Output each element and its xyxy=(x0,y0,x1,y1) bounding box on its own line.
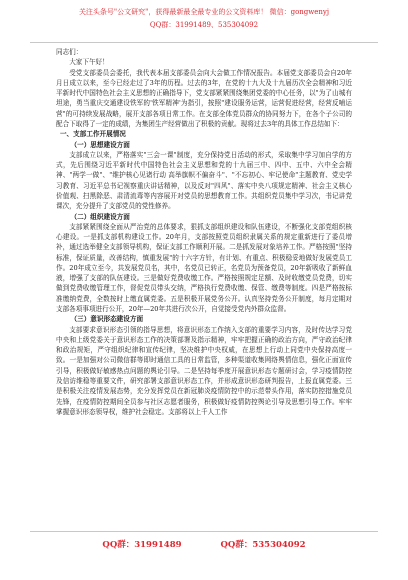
footer-qq-2: QQ群：535304092 xyxy=(220,540,306,550)
header-divider xyxy=(30,42,378,43)
paragraph: 支部紧紧围绕全面从严治党的总体要求，狠抓支部组织建设和队伍建设，不断强化支部党组织核心建设。一是抓支部机构建设工作。20年月，支部按照党员组织隶属关系的规定重新进行了委员增补，通过选举健全支部领导机构，保证支部工作顺利开展。二是抓发展对象培养工作。严格按照"坚持标准，保证质量，改善结构，慎重发展"的十六字方针，有计划、有重点、积极稳妥地做好发展党员工作。20年成立至今，共发展党员名，其中，名党员已转正，名党员为预备党员，20年新吸收了新鲜血液，增强了支部的队伍建设。三是做好党费收缴工作。严格按照规定足额、及时收缴党员党费，切实做到党费收缴管理工作，督促党员带头交纳，严格执行党费收缴、保管、缴费等制度。四是严格按标准缴纳党费，全数按时上缴直属党委。五是积极开展党务公开。认真坚持党务公开制度，每月定期对支部各项事项进行公开，20年—20年共进行次公开，自觉接受党内外群众监督。 xyxy=(56,222,352,314)
header-banner xyxy=(30,8,378,38)
paragraph: 同志们： xyxy=(56,48,83,56)
section-heading: （一）思想建设方面 xyxy=(70,140,130,149)
paragraph: 大家下午好！ xyxy=(69,58,109,67)
footer-divider xyxy=(30,531,378,532)
footer-qq-1: QQ群：31991489 xyxy=(102,540,182,550)
paragraph: 支部成立以来，严格落实"三会一课"制度，充分保持党日活动的形式，采取集中学习加自学的方式，先后围绕习近平新时代中国特色社会主义思想和党的十九届三中、四中、五中、六中全会精神、"两学一做"、"维护核心见诸行动 高举旗帜不偏奋斗"、"不忘初心、牢记使命"主题教育、党史学习教育、习近平总书记视察重庆讲话精神，以及反对"四风"、落实中央八项规定精神、社会主义核心价值观、扫黑除恶、肃清流毒等内容展开对党员的思想教育工作。共组织党员集中学习次，书记讲党课次，充分提升了支部党员的党性修养。 xyxy=(56,150,352,211)
section-heading: （三）意识形态建设方面 xyxy=(70,315,144,324)
footer-contact xyxy=(30,538,378,550)
document-body xyxy=(56,47,352,529)
section-heading: （二）组织建设方面 xyxy=(70,212,130,221)
section-heading: 一、支部工作开展情况 xyxy=(59,130,126,139)
paragraph: 支部要求意识形态引领的指导思想，将意识形态工作纳入支部的重要学习内容，及时传达学习党中央和上级党委关于意识形态工作的决策部署及指示精神，牢牢把握正确的政治方向，严守政治纪律和政治规矩，严守组织纪律和宣传纪律，坚决维护中央权威，在思想上行动上同党中央保持高度一致。一是加强对公司微信群等即时通信工具的日常监管，多种渠道收集网络舆情信息，强化正面宣传引导，积极做好敏感热点问题的舆论引导。二是坚持每季度开展意识形态专题研讨会，学习疫情防控及信访维稳等重要文件，研究部署支部意识形态工作，并形成意识形态研判报告，上报直属党委。三是积极关注疫情发展态势，充分发挥党员在新冠肺炎疫情防控中的示范带头作用，落实防控措施党员先锋，在疫情防控期间全员参与社区志愿者服务，积极做好疫情防控舆论引导及思想引导工作。牢牢掌握意识形态领导权，维护社会稳定。支部将以上千人工作 xyxy=(56,325,352,416)
banner-line-2: QQ群：31991489、535304092 xyxy=(149,21,259,29)
paragraph: 受党支部委员会委托，我代表本届支部委员会向大会做工作情况报告。本届党支部委员会自20年月日成立以来，至今已经走过了3年的历程。过去的3年，在党的十九大及十九届历次全会精神和习近平新时代中国特色社会主义思想的正确指导下，党支部紧紧围绕集团党委的中心任务，以"为了山城有坦途，勇当重庆交通建设铁军的'铁军精神'为指引，按照"建设服务运营，运营促进经营，经营反哺运营"的可持续发展战略，展开支部各项日常工作。在支部全体党员群众的协同努力下，在各个子公司的配合下取得了一定的成绩，为集团生产经营做出了积极的贡献。现将过去3年的具体工作总结如下： xyxy=(56,68,352,128)
banner-line-1: 关注头条号"公文研究"，获得最新最全最专业的公文资料库！ 微信：gongwenyj xyxy=(78,8,330,16)
